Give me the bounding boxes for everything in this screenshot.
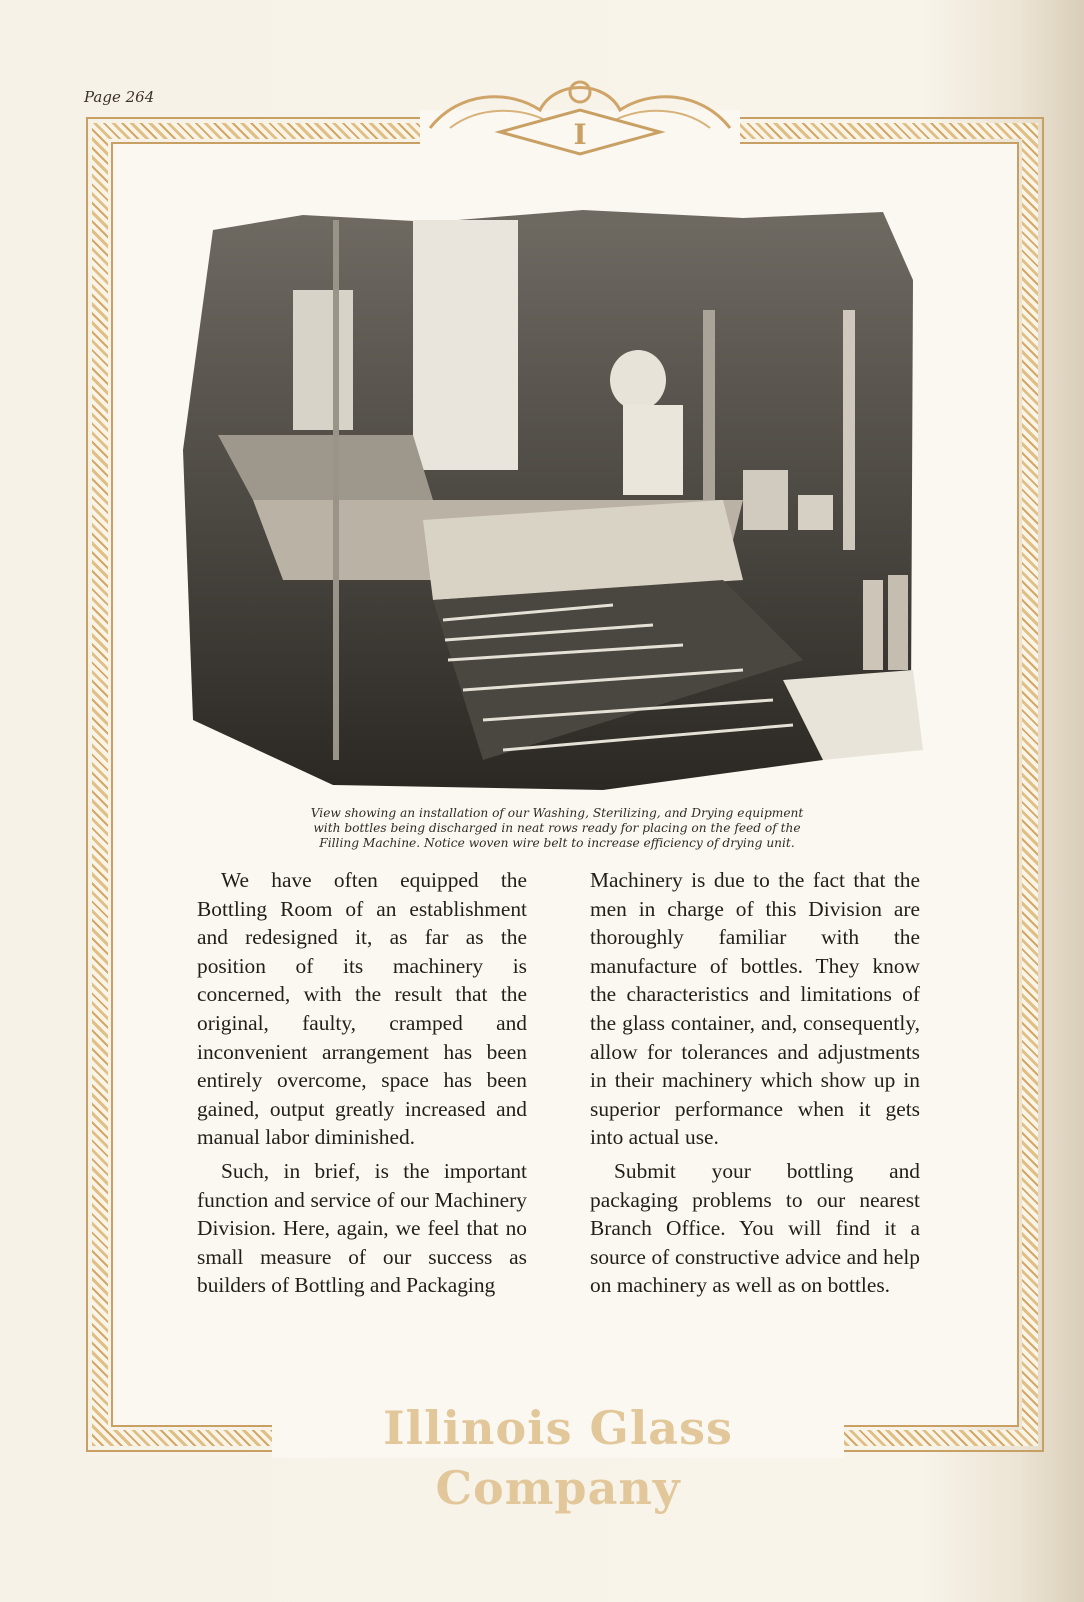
caption-line: Filling Machine. Notice woven wire belt to increase efficiency of drying unit. [319, 836, 795, 850]
caption-line: with bottles being discharged in neat rows ready for placing on the feed of the [313, 821, 801, 835]
bottling-machinery-photo [183, 200, 935, 795]
body-paragraph: We have often equipped the Bottling Room of an establishment and redesigned it, as far as the position of its machinery is concerned, with the result that the original, faulty, cramped and inconvenient arrangement has been entirely overcome, space has been gained, output greatly increased and manual labor diminished. [197, 868, 527, 1150]
crest-letter: I [573, 118, 587, 151]
body-paragraph: Such, in brief, is the important function and service of our Machinery Division. Here, again, we feel that no small measure of our success as builders of Bottling and Packaging [197, 1158, 527, 1298]
body-paragraph: Submit your bottling and packaging problems to our nearest Branch Office. You will find it a source of constructive advice and help on machinery as well as on bottles. [590, 1158, 920, 1298]
body-column-left [197, 866, 527, 1300]
crest-ornament [420, 70, 740, 160]
body-paragraph: Machinery is due to the fact that the men in charge of this Division are thoroughly familiar with the manufacture of bottles. They know the characteristics and limitations of the glass container, and, consequently, allow for tolerances and adjustments in their machinery which show up in superior performance when it gets into actual use. [590, 868, 920, 1150]
company-name-footer: Illinois Glass Company [272, 1398, 844, 1458]
page-number: Page 264 [84, 88, 155, 106]
caption-line: View showing an installation of our Washing, Sterilizing, and Drying equipment [310, 806, 804, 820]
photo-caption [230, 806, 884, 851]
body-column-right [590, 866, 920, 1300]
